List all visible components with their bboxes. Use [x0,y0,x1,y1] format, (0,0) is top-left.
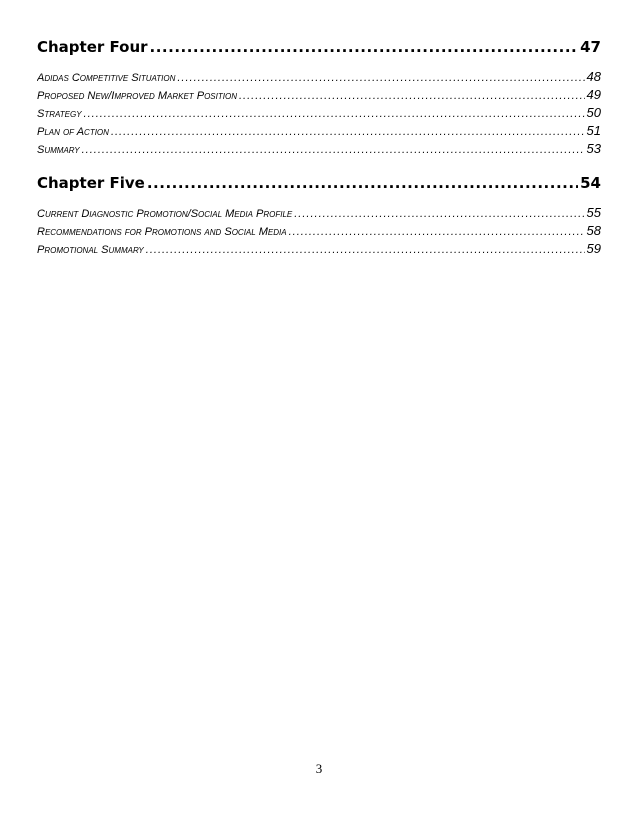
dot-leader [84,105,585,122]
dot-leader [111,123,585,140]
toc-section[interactable] [37,104,601,122]
table-of-contents [37,36,601,258]
toc-section[interactable] [37,140,601,158]
section-title: Strategy [37,108,82,120]
toc-section[interactable] [37,240,601,258]
toc-section[interactable] [37,86,601,104]
dot-leader [239,87,585,104]
dot-leader [146,241,585,258]
dot-leader [177,69,584,86]
toc-section[interactable] [37,68,601,86]
section-title: Proposed New/Improved Market Position [37,90,237,102]
section-page-number: 49 [586,87,601,102]
dot-leader [294,205,584,222]
section-page-number: 48 [586,69,601,84]
toc-section[interactable] [37,122,601,140]
section-page-number: 59 [586,241,601,256]
toc-chapter-four[interactable] [37,36,601,58]
section-page-number: 58 [586,223,601,238]
section-title: Current Diagnostic Promotion/Social Media Profile [37,208,293,220]
dot-leader [147,172,578,194]
toc-section[interactable] [37,222,601,240]
dot-leader [82,141,585,158]
section-title: Recommendations for Promotions and Social Media [37,226,287,238]
section-page-number: 53 [586,141,601,156]
toc-section[interactable] [37,204,601,222]
dot-leader [289,223,585,240]
page-number: 3 [315,761,323,776]
section-page-number: 51 [586,123,601,138]
section-page-number: 50 [586,105,601,120]
dot-leader [150,36,579,58]
section-title: Adidas Competitive Situation [37,72,176,84]
section-title: Promotional Summary [37,244,144,256]
section-page-number: 55 [586,205,601,220]
toc-chapter-five[interactable] [37,172,601,194]
chapter-title: Chapter Four [37,38,148,56]
section-title: Summary [37,144,80,156]
chapter-page-number: 47 [580,38,601,56]
section-title: Plan of Action [37,126,109,138]
chapter-page-number: 54 [580,174,601,192]
chapter-title: Chapter Five [37,174,145,192]
